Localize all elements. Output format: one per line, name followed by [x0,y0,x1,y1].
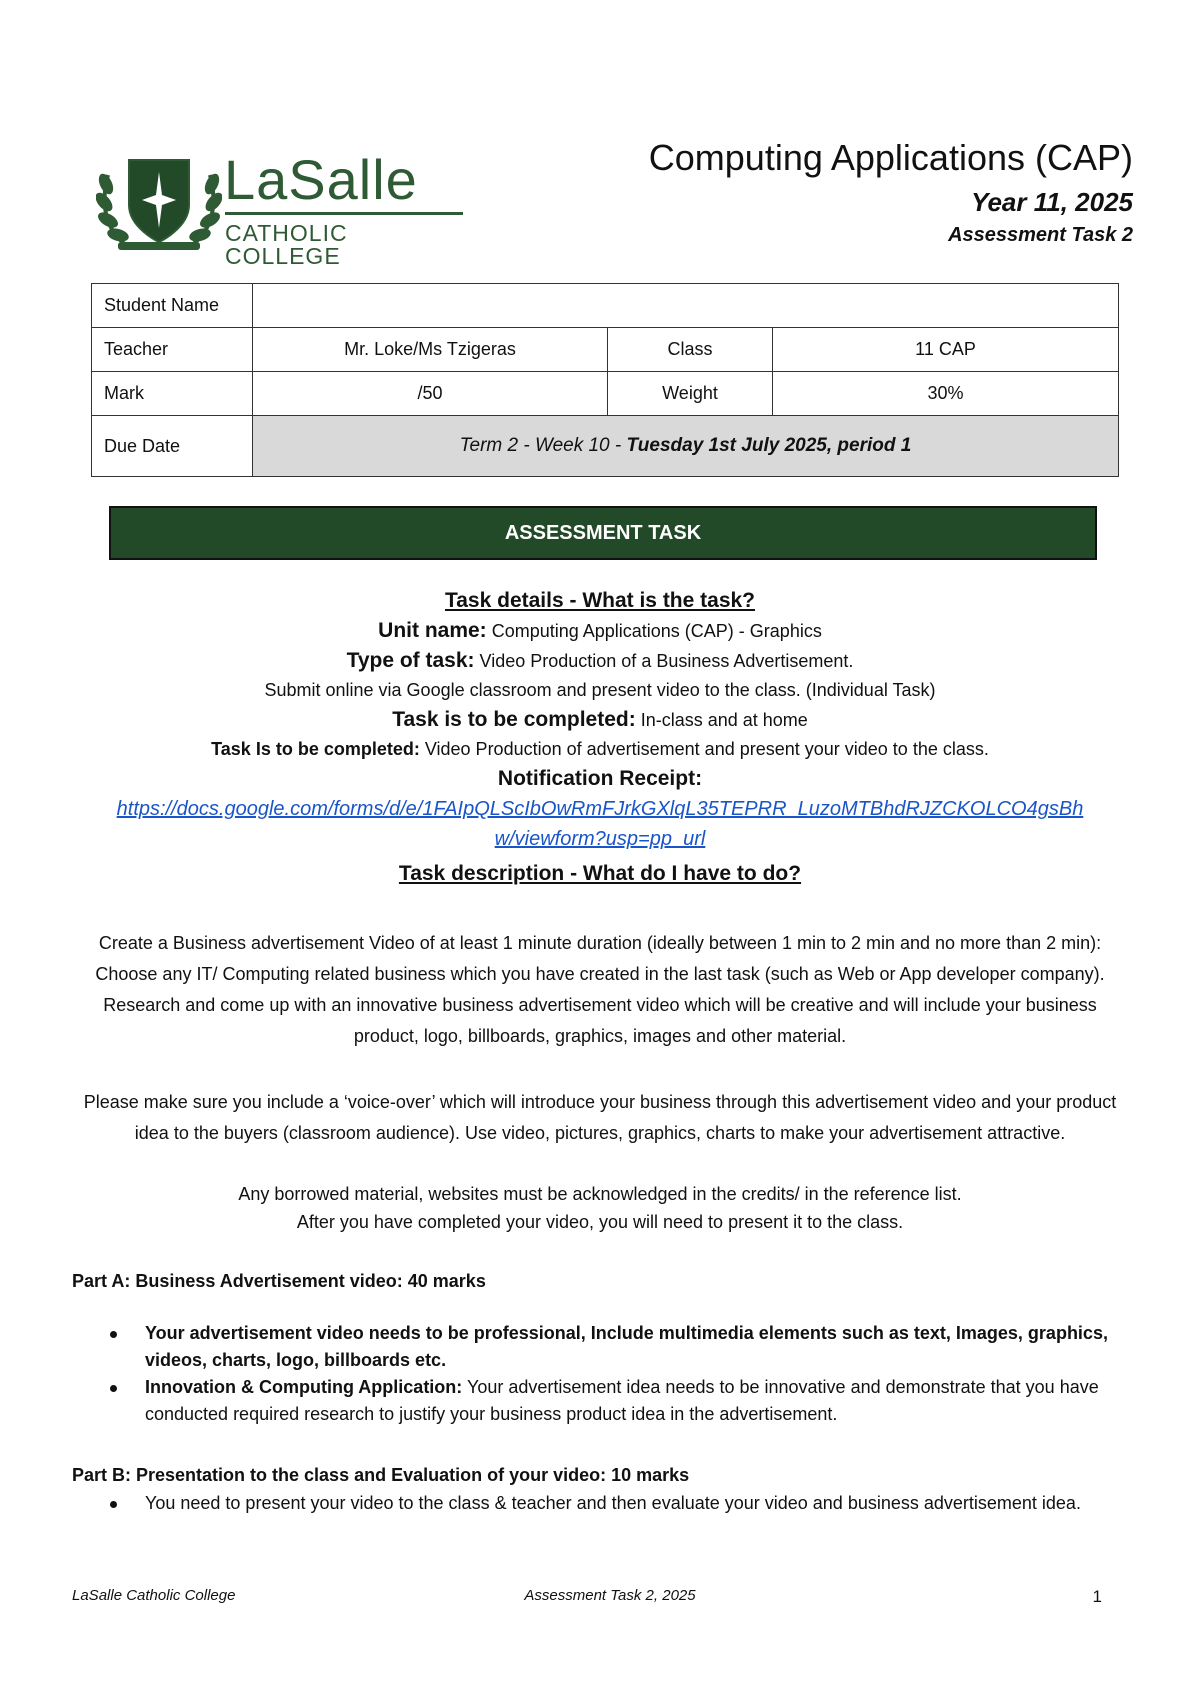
completion-line-2 [60,735,1140,764]
notification-receipt-link[interactable] [60,794,1140,854]
mark-label: Mark [92,372,253,416]
table-row [92,416,1119,477]
task-details-heading: Task details - What is the task? [444,589,756,612]
year-label: Year 11, 2025 [971,187,1133,217]
student-name-field[interactable] [253,284,1119,328]
part-a-heading: Part A: Business Advertisement video: 40 marks [72,1271,486,1291]
bullet-icon [110,1501,117,1508]
list-item [72,1320,1132,1374]
logo-name: LaSalle [224,148,418,211]
logo-subtitle: CATHOLIC COLLEGE [225,220,348,269]
description-paragraph-2: Please make sure you include a ‘voice-over’ which will introduce your business through this advertisement video and your product idea to the buyers (classroom audience). Use video, pictures, graphics, charts to make your advertisement attractive. [83,1092,1117,1143]
task-type-label: Type of task: [346,649,475,672]
student-name-label: Student Name [92,284,253,328]
list-item [72,1490,1132,1517]
course-title: Computing Applications (CAP) [648,137,1133,178]
due-date-value [253,416,1119,477]
unit-name-line [60,616,1140,646]
footer-left: LaSalle Catholic College [72,1587,236,1604]
task-description-heading-wrap [60,862,1140,886]
task-type-line [60,646,1140,676]
part-a-bullet-2-text: Your advertisement idea needs to be innovative and demonstrate that you have conducted required research to justify your business product idea in the advertisement. [145,1377,1099,1424]
teacher-value: Mr. Loke/Ms Tzigeras [253,328,608,372]
task-type-value: Video Production of a Business Advertisement. [474,651,854,671]
unit-name-value: Computing Applications (CAP) - Graphics [486,621,822,641]
weight-value: 30% [773,372,1119,416]
bullet-icon [110,1331,117,1338]
completion-value-2: Video Production of advertisement and present your video to the class. [419,739,989,759]
due-date-label: Due Date [92,416,253,477]
part-b-list [72,1490,1132,1517]
submit-line: Submit online via Google classroom and present video to the class. (Individual Task) [264,680,936,700]
class-label: Class [608,328,773,372]
part-b-bullet-1: You need to present your video to the class & teacher and then evaluate your video and business advertisement idea. [145,1493,1081,1513]
due-date-prefix: Term 2 - Week 10 - [459,435,627,456]
assessment-task-label: Assessment Task 2 [948,224,1133,246]
part-b-heading: Part B: Presentation to the class and Evaluation of your video: 10 marks [72,1465,690,1485]
description-paragraph-4: After you have completed your video, you will need to present it to the class. [296,1212,904,1232]
task-details-section [60,586,1140,854]
part-a-list [72,1320,1132,1428]
completion-value: In-class and at home [635,710,808,730]
description-paragraph-1: Create a Business advertisement Video of at least 1 minute duration (ideally between 1 min to 2 min and no more than 2 min): Choose any IT/ Computing related business which you have created in the last task (such as Web or App developer company). Research and come up with an innovative business advertisement video which will be creative and will include your business product, logo, billboards, graphics, images and other material. [95,933,1105,1046]
table-row [92,328,1119,372]
notification-receipt-label: Notification Receipt: [497,767,703,790]
weight-label: Weight [608,372,773,416]
completion-line [60,705,1140,735]
assessment-task-banner: ASSESSMENT TASK [109,506,1097,560]
part-b-section [72,1462,1132,1517]
part-a-bullet-1: Your advertisement video needs to be professional, Include multimedia elements such as text, Images, graphics, videos, charts, logo, billboards etc. [145,1323,1108,1370]
part-a-bullet-2-label: Innovation & Computing Application: [145,1377,463,1397]
task-description-heading: Task description - What do I have to do? [398,862,802,885]
completion-label: Task is to be completed: [392,708,636,731]
class-value: 11 CAP [773,328,1119,372]
notification-receipt-line [60,764,1140,794]
due-date-bold: Tuesday 1st July 2025, period 1 [626,435,912,456]
table-row [92,284,1119,328]
table-row [92,372,1119,416]
unit-name-label: Unit name: [378,619,487,642]
assessment-info-table [91,283,1119,477]
mark-value: /50 [253,372,608,416]
logo-divider [225,212,463,215]
bullet-icon [110,1385,117,1392]
page-number: 1 [1092,1587,1102,1606]
part-a-section [72,1268,1132,1428]
description-paragraph-3: Any borrowed material, websites must be acknowledged in the credits/ in the reference list. [238,1184,962,1204]
completion-label-2: Task Is to be completed: [211,739,420,759]
document-titles [649,136,1133,248]
college-logo [96,148,466,269]
receipt-link-part-2[interactable]: w/viewform?usp=pp_url [494,828,706,850]
crest-icon [96,150,222,255]
list-item [72,1374,1132,1428]
receipt-link-part-1[interactable]: https://docs.google.com/forms/d/e/1FAIpQLScIbOwRmFJrkGXlqL35TEPRR_LuzoMTBhdRJZCKOLCO4gsBh [116,798,1084,820]
footer-center: Assessment Task 2, 2025 [524,1587,696,1604]
teacher-label: Teacher [92,328,253,372]
